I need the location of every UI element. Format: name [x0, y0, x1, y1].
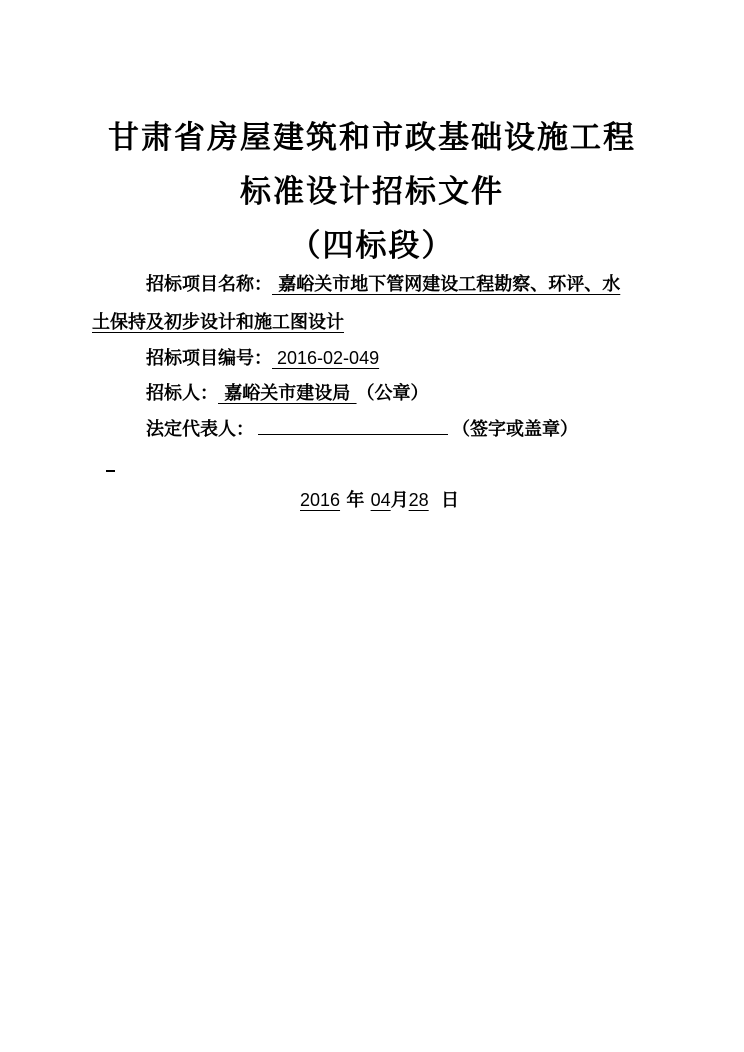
project-code-field: [146, 345, 379, 372]
tenderer-seal-note: （公章）: [356, 383, 429, 404]
legal-representative-label: 法定代表人：: [146, 419, 254, 440]
date-day-unit: 日: [440, 490, 459, 511]
project-code-label: 招标项目编号：: [146, 348, 272, 369]
tenderer-field: [146, 381, 429, 407]
date-month: 04: [370, 490, 391, 510]
project-name-label: 招标项目名称：: [146, 274, 272, 295]
tenderer-label: 招标人：: [146, 383, 218, 404]
document-section-label: （四标段）: [289, 228, 455, 264]
project-name-field: [146, 272, 620, 298]
project-name-value-part1: 嘉峪关市地下管网建设工程勘察、环评、水: [272, 274, 621, 295]
date-year: 2016: [300, 490, 341, 510]
project-code-value: 2016-02-049: [272, 348, 380, 368]
legal-representative-field: [146, 416, 578, 443]
signature-blank-line: [258, 416, 448, 435]
document-title-line-1: 甘肃省房屋建筑和市政基础设施工程: [108, 120, 636, 156]
tenderer-value: 嘉峪关市建设局: [218, 383, 357, 404]
project-name-continuation: [92, 310, 344, 336]
legal-representative-sign-note: （签字或盖章）: [452, 419, 578, 440]
stray-dash-mark: [106, 470, 115, 472]
document-date: [292, 487, 459, 514]
document-title-line-2: 标准设计招标文件: [240, 174, 504, 210]
date-month-unit: 月: [390, 490, 409, 511]
project-name-value-part2: 土保持及初步设计和施工图设计: [92, 312, 344, 333]
date-day: 28: [408, 490, 429, 510]
date-year-unit: 年: [346, 490, 365, 511]
